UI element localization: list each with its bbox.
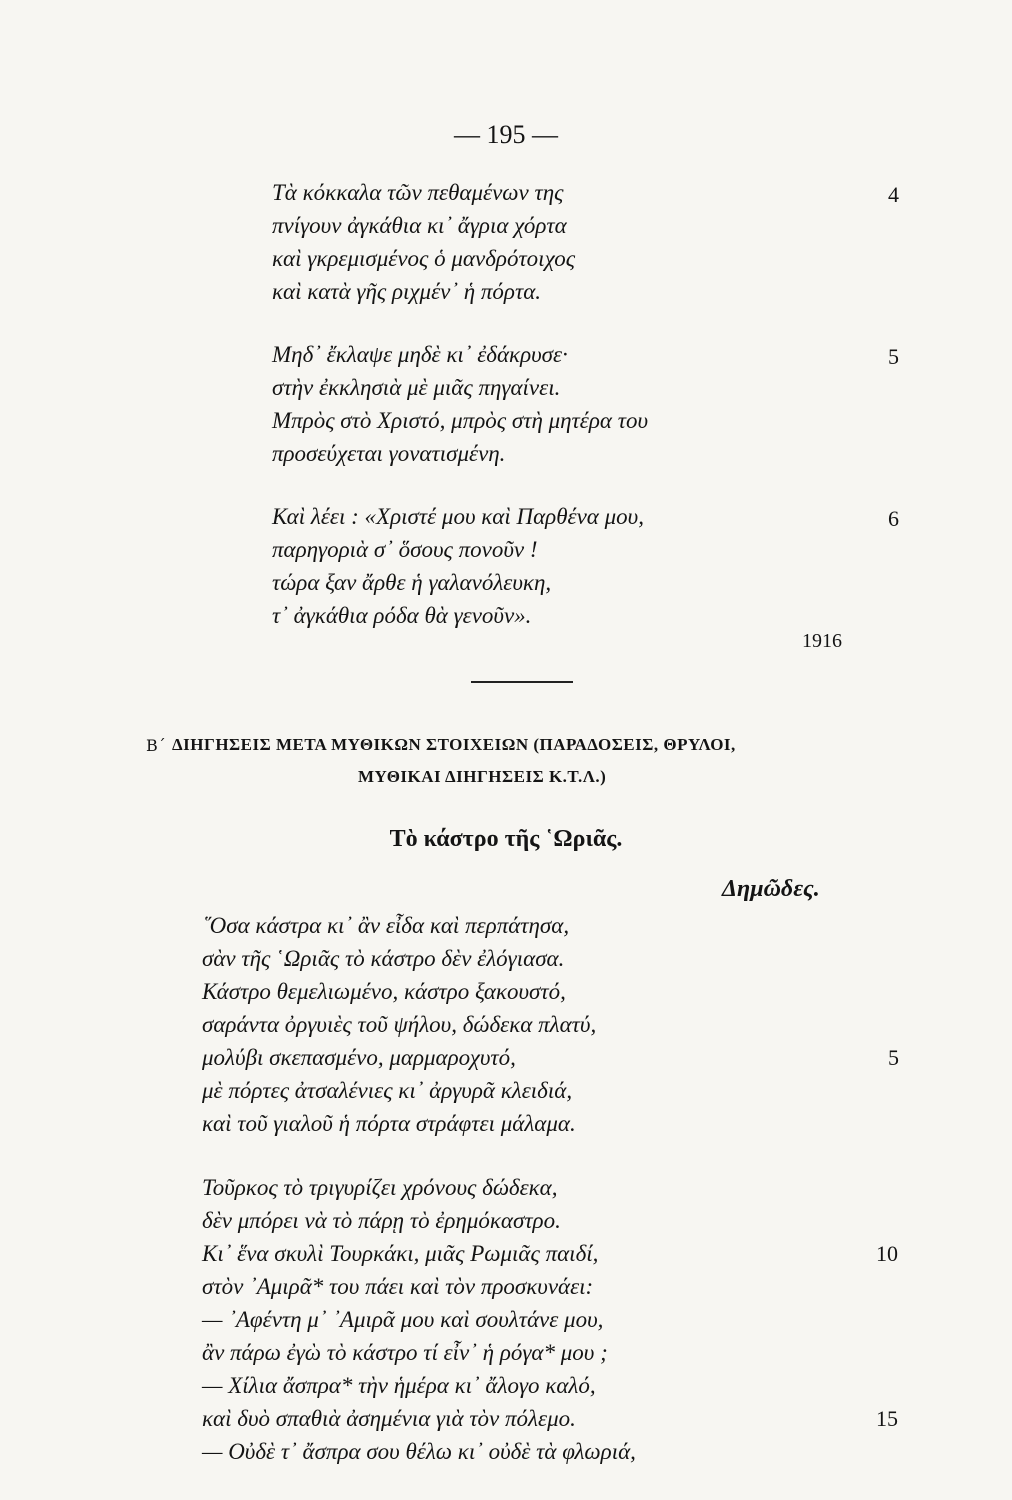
poem-line: στὸν ᾽Αμιρᾶ* του πάει καὶ τὸν προσκυνάει: [202,1274,594,1299]
line-number: 15 [876,1406,898,1431]
verse-line: πνίγουν ἀγκάθια κι᾽ ἄγρια χόρτα [272,213,567,238]
line-number: 5 [888,1045,899,1070]
line-number: 10 [876,1241,898,1266]
section-marker: Β΄ [146,736,166,755]
verse-line: στὴν ἐκκλησιὰ μὲ μιᾶς πηγαίνει. [272,375,561,400]
verse-line: τώρα ξαν ἄρθε ἡ γαλανόλευκη, [272,570,552,595]
verse-line: παρηγοριὰ σ᾽ ὅσους πονοῦν ! [272,537,538,562]
stanza-number: 5 [888,344,899,369]
poem-subtitle: Δημῶδες. [722,876,820,902]
poem-line: μολύβι σκεπασμένο, μαρμαροχυτό, [202,1045,516,1070]
poem-line: Κι᾽ ἕνα σκυλὶ Τουρκάκι, μιᾶς Ρωμιᾶς παιδί, [202,1241,599,1266]
poem-line: καὶ δυὸ σπαθιὰ ἀσημένια γιὰ τὸν πόλεμο. [202,1406,576,1431]
poem-line: Κάστρο θεμελιωμένο, κάστρο ξακουστό, [202,979,566,1004]
verse-line: Μηδ᾽ ἔκλαψε μηδὲ κι᾽ ἐδάκρυσε· [272,342,568,367]
page-number: — 195 — [454,120,558,149]
stanza-number: 4 [888,182,899,207]
verse-line: Μπρὸς στὸ Χριστό, μπρὸς στὴ μητέρα του [272,408,649,433]
stanza-number: 6 [888,506,899,531]
poem-title: Τὸ κάστρο τῆς ῾Ωριᾶς. [389,826,623,852]
section-heading-cont: ΜΥΘΙΚΑΙ ΔΙΗΓΗΣΕΙΣ Κ.Τ.Λ.) [358,767,607,786]
section-divider [471,681,573,683]
poem-line: μὲ πόρτες ἀτσαλένιες κι᾽ ἀργυρᾶ κλειδιά, [202,1078,573,1103]
poem-line: καὶ τοῦ γιαλοῦ ἡ πόρτα στράφτει μάλαμα. [202,1111,576,1136]
verse-line: προσεύχεται γονατισμένη. [272,441,506,466]
poem-line: σαράντα ὀργυιὲς τοῦ ψήλου, δώδεκα πλατύ, [202,1012,597,1037]
verse-line: Καὶ λέει : «Χριστέ μου καὶ Παρθένα μου, [272,504,644,529]
poem-line: ῞Οσα κάστρα κι᾽ ἂν εἶδα καὶ περπάτησα, [202,913,570,938]
poem-line: — Χίλια ἄσπρα* τὴν ἡμέρα κι᾽ ἄλογο καλό, [202,1373,596,1398]
verse-line: Τὰ κόκκαλα τῶν πεθαμένων της [272,180,564,205]
poem-line: δὲν μπόρει νὰ τὸ πάρῃ τὸ ἐρημόκαστρο. [202,1208,561,1233]
verse-line: καὶ κατὰ γῆς ριχμέν᾽ ἡ πόρτα. [272,279,542,304]
poem-year: 1916 [802,630,842,652]
poem-line: σὰν τῆς ῾Ωριᾶς τὸ κάστρο δὲν ἐλόγιασα. [202,946,565,971]
poem-line: ἂν πάρω ἐγὼ τὸ κάστρο τί εἶν᾽ ἡ ρόγα* μου ; [202,1340,608,1365]
section-heading: ΔΙΗΓΗΣΕΙΣ ΜΕΤΑ ΜΥΘΙΚΩΝ ΣΤΟΙΧΕΙΩΝ (ΠΑΡΑΔΟΣΕΙΣ, ΘΡΥΛΟΙ, [172,735,736,754]
poem-line: — Οὐδὲ τ᾽ ἄσπρα σου θέλω κι᾽ οὐδὲ τὰ φλωριά, [202,1439,636,1464]
verse-line: καὶ γκρεμισμένος ὁ μανδρότοιχος [272,246,576,271]
poem-line: — ᾽Αφέντη μ᾽ ᾽Αμιρᾶ μου καὶ σουλτάνε μου, [202,1307,604,1332]
poem-line: Τοῦρκος τὸ τριγυρίζει χρόνους δώδεκα, [202,1175,558,1200]
verse-line: τ᾽ ἀγκάθια ρόδα θὰ γενοῦν». [272,603,532,628]
